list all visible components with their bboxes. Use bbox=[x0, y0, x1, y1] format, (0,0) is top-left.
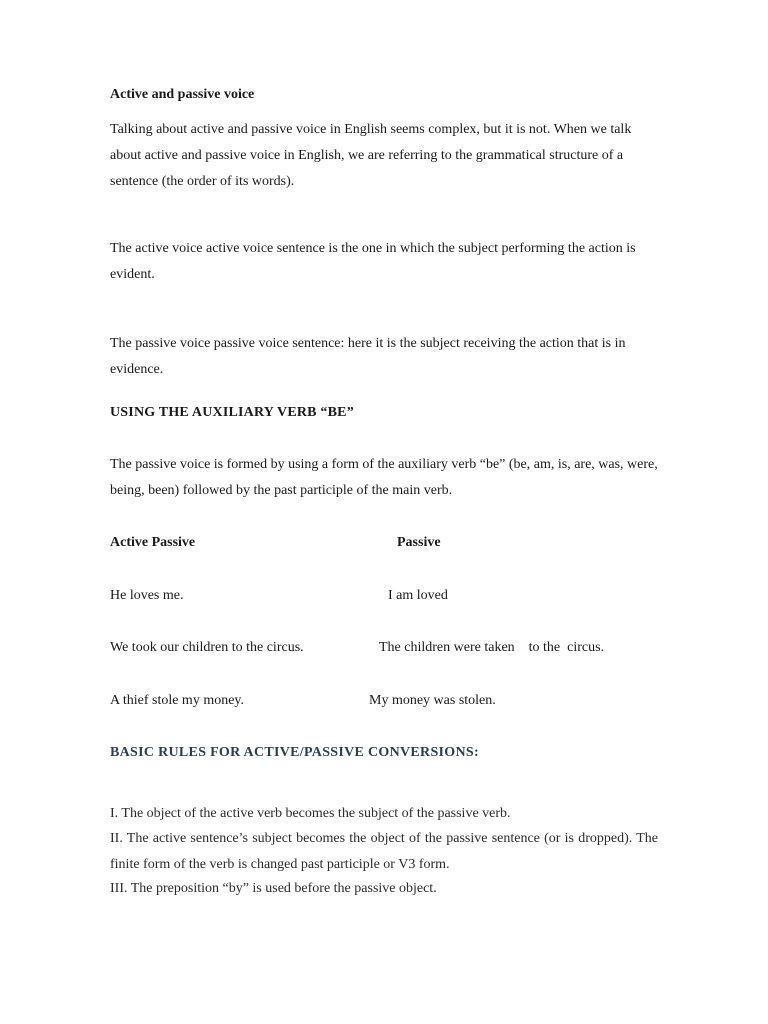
active-sentence: A thief stole my money. bbox=[110, 693, 245, 708]
active-voice-definition: The active voice active voice sentence is the one in which the subject performing the action is evident. bbox=[110, 241, 636, 282]
table-header-row bbox=[110, 530, 670, 556]
rule-item: III. The preposition “by” is used before the passive object. bbox=[110, 881, 437, 896]
active-sentence: He loves me. bbox=[110, 588, 184, 603]
passive-sentence: The children were taken to the circus. bbox=[379, 640, 605, 655]
auxiliary-verb-heading: USING THE AUXILIARY VERB “BE” bbox=[110, 405, 354, 420]
intro-paragraph: Talking about active and passive voice in English seems complex, but it is not. When we talk about active and passive voice in English, we are referring to the grammatical structure of a sentence (the order of its words). bbox=[110, 122, 632, 189]
auxiliary-verb-paragraph: The passive voice is formed by using a form of the auxiliary verb “be” (be, am, is, are, was, were, being, been) followed by the past participle of the main verb. bbox=[110, 457, 658, 498]
header-active: Active Passive bbox=[110, 535, 196, 550]
passive-voice-definition: The passive voice passive voice sentence: here it is the subject receiving the action that is in evidence. bbox=[110, 336, 626, 377]
passive-sentence: I am loved bbox=[388, 588, 448, 603]
rules-heading: BASIC RULES FOR ACTIVE/PASSIVE CONVERSIONS: bbox=[110, 745, 479, 760]
passive-sentence: My money was stolen. bbox=[369, 693, 496, 708]
rule-item: II. The active sentence’s subject becomes the object of the passive sentence (or is dropped). The finite form of the verb is changed past participle or V3 form. bbox=[110, 831, 658, 872]
header-passive: Passive bbox=[397, 535, 441, 550]
document-title: Active and passive voice bbox=[110, 87, 255, 102]
table-row bbox=[110, 635, 670, 661]
active-sentence: We took our children to the circus. bbox=[110, 640, 304, 655]
rule-item: I. The object of the active verb becomes the subject of the passive verb. bbox=[110, 806, 511, 821]
table-row bbox=[110, 688, 670, 714]
table-row bbox=[110, 583, 670, 609]
